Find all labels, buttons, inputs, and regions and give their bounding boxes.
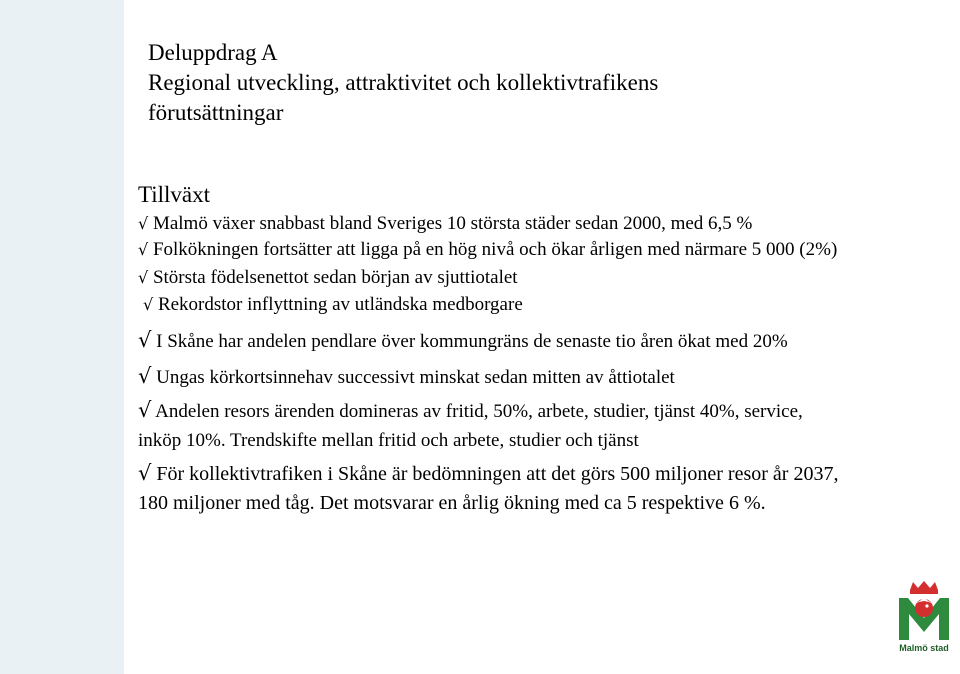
bullet-item [138, 264, 518, 292]
title-line-2: Regional utveckling, attraktivitet och kollektivtrafikens [148, 70, 659, 95]
paragraph-text: För kollektivtrafiken i Skåne är bedömningen att det görs 500 miljoner resor år 2037, [156, 463, 839, 485]
bullet-text: I Skåne har andelen pendlare över kommungräns de senaste tio åren ökat med 20% [156, 331, 788, 352]
bullet-item [138, 362, 675, 392]
check-icon: √ [138, 398, 152, 422]
check-icon: √ [138, 328, 152, 352]
paragraph-line: 180 miljoner med tåg. Det motsvarar en årlig ökning med ca 5 respektive 6 %. [138, 492, 766, 514]
coat-of-arms-icon [893, 580, 955, 644]
side-band [0, 0, 124, 674]
bullet-text: Största födelsenettot sedan början av sjuttiotalet [152, 267, 518, 288]
check-icon: √ [138, 461, 152, 485]
bullet-text: Rekordstor inflyttning av utländska medborgare [157, 294, 523, 315]
slide-title [148, 38, 658, 128]
logo-label: Malmö stad [899, 643, 949, 653]
paragraph-line [138, 396, 803, 426]
section-heading: Tillväxt [138, 182, 211, 207]
paragraph-line [138, 459, 838, 489]
paragraph-item [138, 396, 803, 455]
bullet-item [138, 210, 752, 238]
check-icon: √ [138, 364, 152, 388]
check-icon: √ [138, 214, 149, 233]
bullet-text: Ungas körkortsinnehav successivt minskat sedan mitten av åttiotalet [156, 367, 675, 388]
bullet-item [138, 326, 788, 356]
check-icon: √ [143, 295, 154, 314]
title-line-3: förutsättningar [148, 100, 284, 125]
bullet-item [138, 236, 837, 264]
paragraph-line: inköp 10%. Trendskifte mellan fritid och arbete, studier och tjänst [138, 430, 639, 451]
check-icon: √ [138, 240, 149, 259]
bullet-item [143, 291, 523, 319]
malmo-stad-logo [893, 580, 955, 658]
check-icon: √ [138, 268, 149, 287]
title-line-1: Deluppdrag A [148, 40, 278, 65]
bullet-text: Malmö växer snabbast bland Sveriges 10 största städer sedan 2000, med 6,5 % [152, 213, 753, 234]
bullet-text: Folkökningen fortsätter att ligga på en hög nivå och ökar årligen med närmare 5 000 (2%) [152, 239, 838, 260]
paragraph-item [138, 459, 838, 518]
paragraph-text: Andelen resors ärenden domineras av fritid, 50%, arbete, studier, tjänst 40%, service, [155, 401, 803, 422]
